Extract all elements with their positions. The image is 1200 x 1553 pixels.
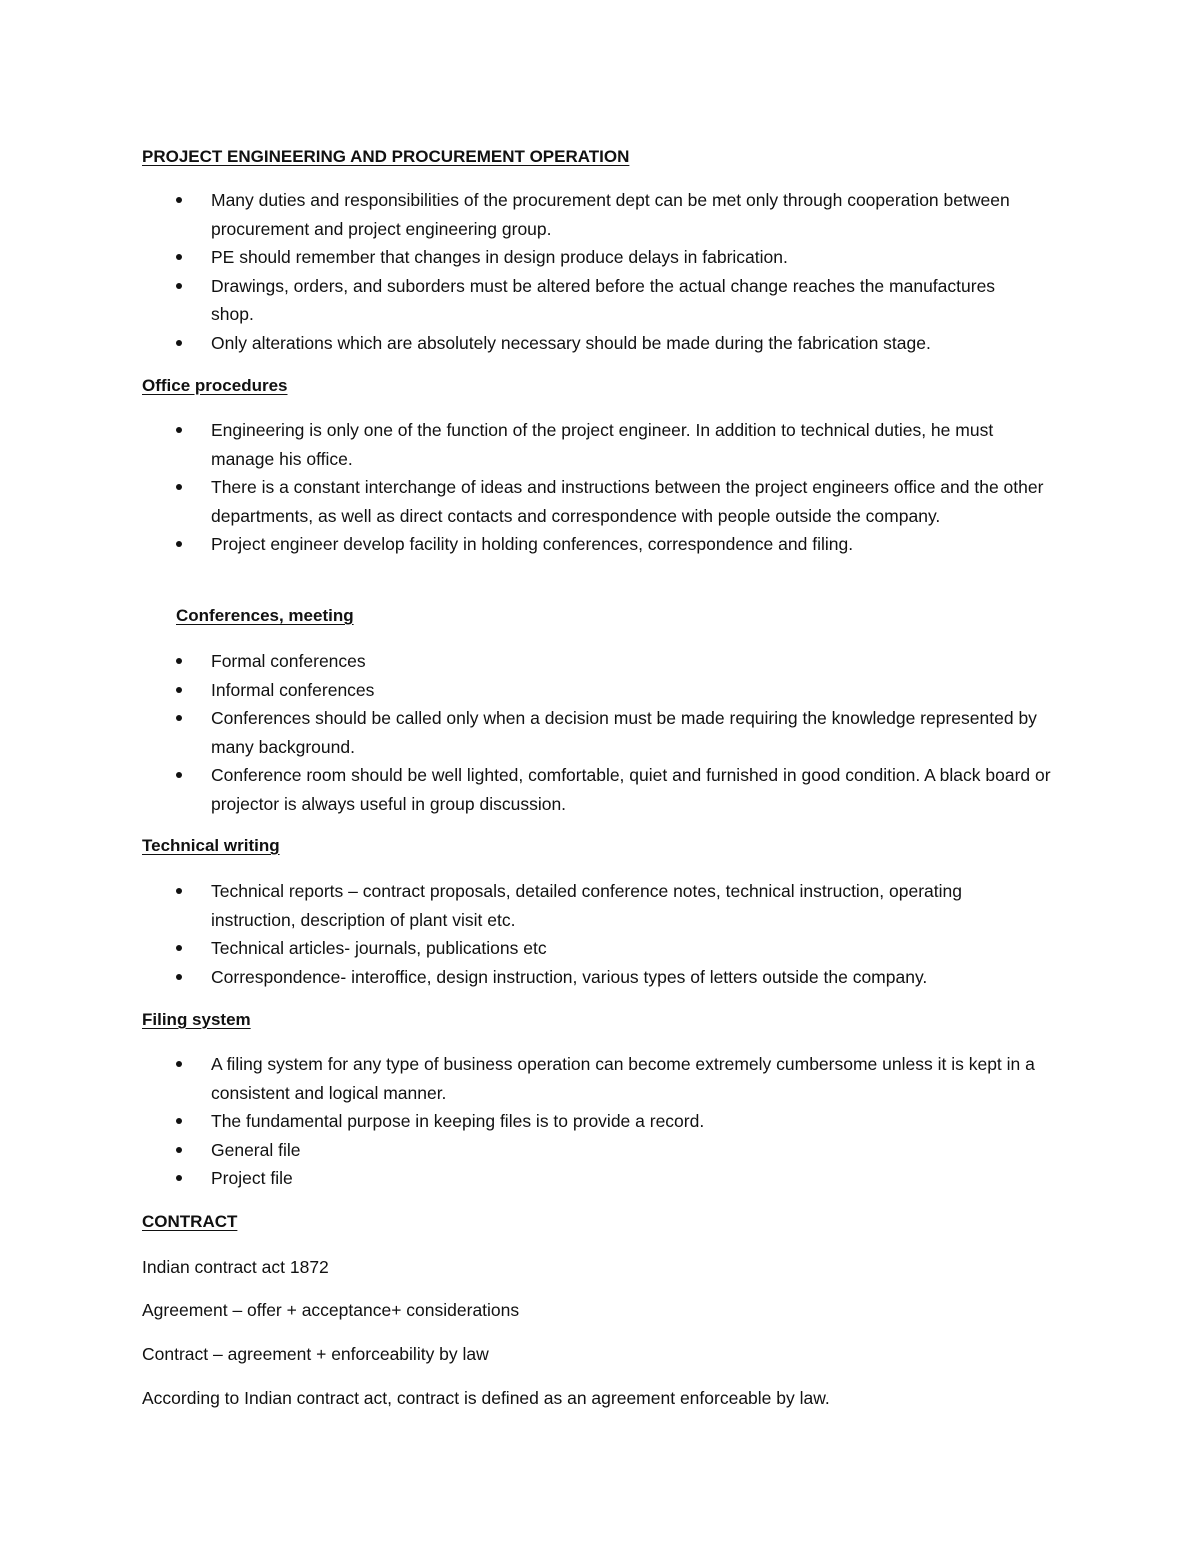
list-item-text: There is a constant interchange of ideas and instructions between the project engineers office and the other departments, as well as direct contacts and correspondence with people outside the company. bbox=[211, 477, 1044, 526]
list-item-text: Technical reports – contract proposals, detailed conference notes, technical instruction, operating instruction, description of plant visit etc. bbox=[211, 881, 962, 930]
bullet-icon bbox=[176, 541, 182, 547]
contract-line: Agreement – offer + acceptance+ considerations bbox=[142, 1300, 520, 1320]
bullet-list-office-procedures bbox=[172, 416, 1052, 559]
bullet-icon bbox=[176, 658, 182, 664]
list-item-text: Conference room should be well lighted, comfortable, quiet and furnished in good condition. A black board or projector is always useful in group discussion. bbox=[211, 765, 1051, 814]
list-item-text: Informal conferences bbox=[211, 679, 375, 700]
section-heading-conferences: Conferences, meeting bbox=[176, 606, 354, 625]
list-item-text: Correspondence- interoffice, design instruction, various types of letters outside the company. bbox=[211, 966, 928, 987]
list-item-text: A filing system for any type of business operation can become extremely cumbersome unless it is kept in a consistent and logical manner. bbox=[211, 1054, 1035, 1103]
contract-line: Contract – agreement + enforceability by law bbox=[142, 1344, 489, 1364]
section-heading-office-procedures: Office procedures bbox=[142, 376, 288, 395]
bullet-icon bbox=[176, 1175, 182, 1181]
bullet-icon bbox=[176, 1118, 182, 1124]
section-heading-technical-writing: Technical writing bbox=[142, 836, 280, 855]
list-item bbox=[172, 243, 1052, 272]
bullet-icon bbox=[176, 1147, 182, 1153]
list-item bbox=[172, 473, 1052, 530]
list-item-text: Conferences should be called only when a decision must be made requiring the knowledge represented by many background. bbox=[211, 708, 1037, 757]
bullet-icon bbox=[176, 945, 182, 951]
section-heading-contract: CONTRACT bbox=[142, 1212, 238, 1231]
list-item-text: Drawings, orders, and suborders must be altered before the actual change reaches the manufactures shop. bbox=[211, 275, 996, 324]
bullet-list-technical-writing bbox=[172, 877, 1002, 991]
bullet-icon bbox=[176, 254, 182, 260]
list-item-text: PE should remember that changes in design produce delays in fabrication. bbox=[211, 247, 788, 267]
list-item bbox=[172, 704, 1051, 761]
list-item bbox=[172, 329, 1052, 358]
bullet-list-filing-system bbox=[172, 1050, 1072, 1193]
bullet-icon bbox=[176, 1061, 182, 1067]
list-item-text: Only alterations which are absolutely necessary should be made during the fabrication stage. bbox=[211, 332, 931, 353]
bullet-icon bbox=[176, 427, 182, 433]
list-item bbox=[172, 1050, 1072, 1107]
contract-line: Indian contract act 1872 bbox=[142, 1257, 329, 1277]
list-item bbox=[172, 1136, 1072, 1165]
bullet-icon bbox=[176, 340, 182, 346]
bullet-list-project-engineering bbox=[172, 186, 1052, 357]
list-item-text: Many duties and responsibilities of the procurement dept can be met only through cooperation between procurement and project engineering group. bbox=[211, 190, 1010, 239]
contract-line: According to Indian contract act, contract is defined as an agreement enforceable by law. bbox=[142, 1388, 830, 1408]
bullet-icon bbox=[176, 888, 182, 894]
bullet-icon bbox=[176, 283, 182, 289]
list-item-text: Technical articles- journals, publications etc bbox=[211, 938, 547, 958]
list-item bbox=[172, 934, 1002, 963]
bullet-icon bbox=[176, 687, 182, 693]
list-item-text: General file bbox=[211, 1139, 301, 1160]
list-item bbox=[172, 963, 1002, 992]
list-item bbox=[172, 761, 1052, 818]
bullet-icon bbox=[176, 484, 182, 490]
bullet-icon bbox=[176, 772, 182, 778]
list-item bbox=[172, 1107, 1072, 1136]
list-item-text: Project engineer develop facility in holding conferences, correspondence and filing. bbox=[211, 534, 854, 554]
bullet-icon bbox=[176, 197, 182, 203]
list-item bbox=[172, 272, 1011, 329]
list-item bbox=[172, 530, 1052, 559]
list-item-text: Engineering is only one of the function of the project engineer. In addition to technical duties, he must manage his office. bbox=[211, 420, 994, 469]
section-heading-filing-system: Filing system bbox=[142, 1010, 251, 1029]
bullet-icon bbox=[176, 715, 182, 721]
list-item-text: The fundamental purpose in keeping files is to provide a record. bbox=[211, 1111, 705, 1131]
list-item bbox=[172, 647, 1052, 676]
bullet-icon bbox=[176, 974, 182, 980]
list-item bbox=[172, 186, 1052, 243]
list-item bbox=[172, 1164, 1072, 1193]
list-item bbox=[172, 676, 1052, 705]
list-item-text: Project file bbox=[211, 1168, 293, 1188]
list-item bbox=[172, 877, 1002, 934]
section-heading-project-engineering: PROJECT ENGINEERING AND PROCUREMENT OPERATION bbox=[142, 147, 630, 166]
list-item-text: Formal conferences bbox=[211, 651, 366, 671]
list-item bbox=[172, 416, 1052, 473]
bullet-list-conferences bbox=[172, 647, 1052, 818]
